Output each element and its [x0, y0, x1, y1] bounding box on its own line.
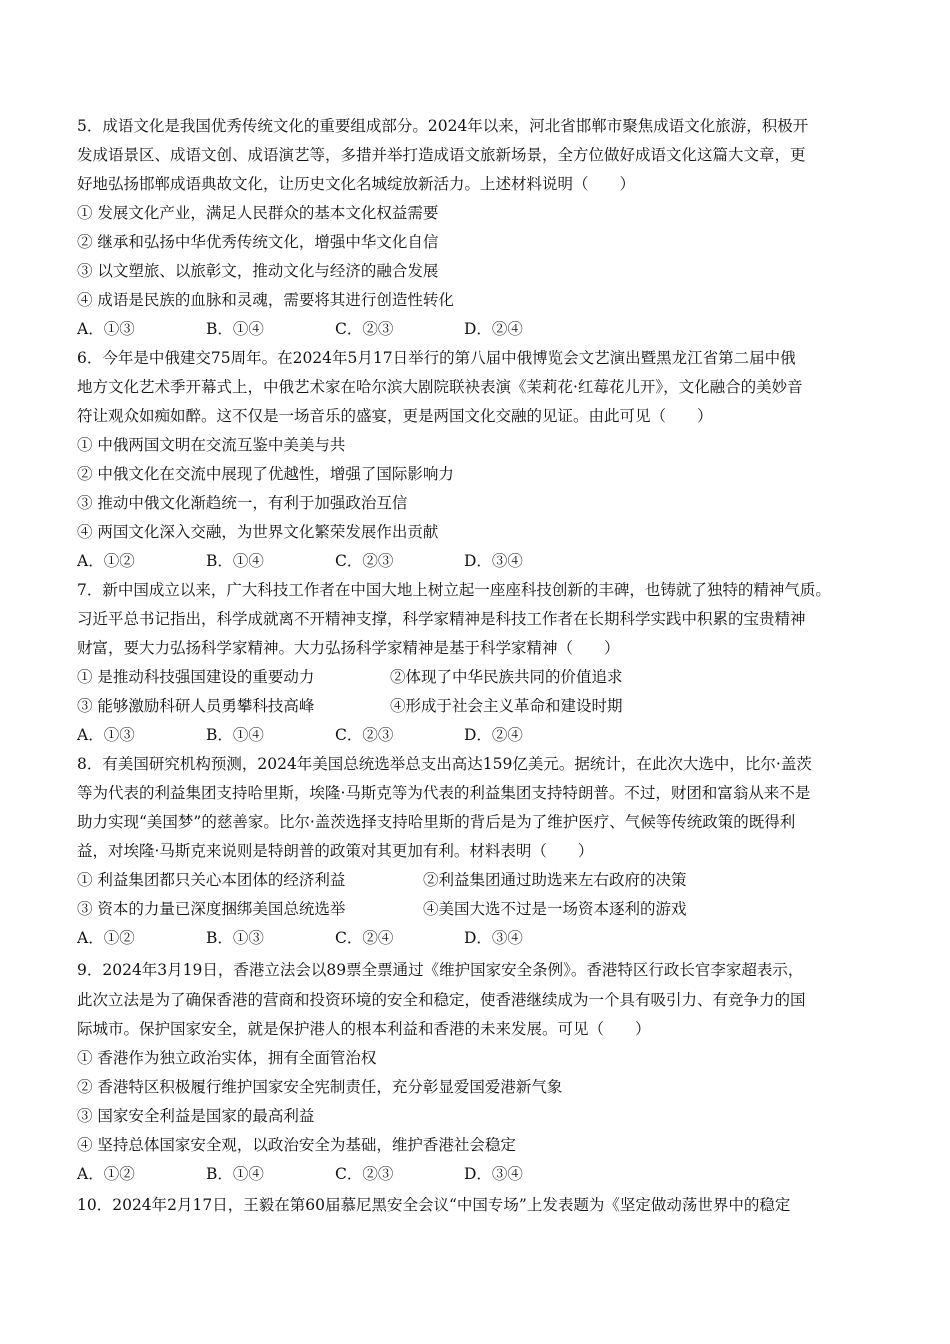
q9-item-2: ② 香港特区积极履行维护国家安全宪制责任，充分彰显爱国爱港新气象 — [77, 1078, 563, 1096]
q6-option-b: B．①④ — [206, 552, 264, 570]
q5-option-b: B．①④ — [206, 320, 264, 338]
q5-option-d: D．②④ — [464, 320, 523, 338]
q8-option-a: A．①② — [77, 929, 135, 947]
q9-option-b: B．①④ — [206, 1165, 264, 1183]
q6-item-2: ② 中俄文化在交流中展现了优越性，增强了国际影响力 — [77, 465, 454, 483]
q6-stem-line-3: 符让观众如痴如醉。这不仅是一场音乐的盛宴，更是两国文化交融的见证。由此可见（ ） — [77, 407, 713, 425]
q9-item-3: ③ 国家安全利益是国家的最高利益 — [77, 1107, 315, 1125]
q5-option-a: A．①③ — [77, 320, 135, 338]
q9-option-a: A．①② — [77, 1165, 135, 1183]
q6-option-d: D．③④ — [464, 552, 523, 570]
q8-stem-line-2: 等为代表的利益集团支持哈里斯，埃隆·马斯克等为代表的利益集团支持特朗普。不过，财团和富翁从来不是 — [77, 784, 811, 802]
q7-item-row-2 — [77, 696, 910, 716]
q6-item-3: ③ 推动中俄文化渐趋统一，有利于加强政治互信 — [77, 494, 408, 512]
q5-stem-line-3: 好地弘扬邯郸成语典故文化，让历史文化名城绽放新活力。上述材料说明（ ） — [77, 175, 636, 193]
q8-item-2: ②利益集团通过助选来左右政府的决策 — [423, 871, 687, 889]
q7-option-c: C．②③ — [335, 726, 394, 744]
q8-item-1: ① 利益集团都只关心本团体的经济利益 — [77, 871, 346, 889]
q8-item-row-2 — [77, 899, 910, 919]
q7-option-a: A．①③ — [77, 726, 135, 744]
q5-item-2: ② 继承和弘扬中华优秀传统文化，增强中华文化自信 — [77, 233, 439, 251]
q5-item-3: ③ 以文塑旅、以旅彰文，推动文化与经济的融合发展 — [77, 262, 439, 280]
q5-item-4: ④ 成语是民族的血脉和灵魂，需要将其进行创造性转化 — [77, 291, 454, 309]
q6-stem-line-2: 地方文化艺术季开幕式上，中俄艺术家在哈尔滨大剧院联袂表演《茉莉花·红莓花儿开》，文化融合的美妙音 — [77, 378, 803, 396]
q5-stem-line-1: 5．成语文化是我国优秀传统文化的重要组成部分。2024年以来，河北省邯郸市聚焦成语文化旅游，积极开 — [77, 117, 809, 135]
q8-stem-line-3: 助力实现“美国梦”的慈善家。比尔·盖茨选择支持哈里斯的背后是为了维护医疗、气候等传统政策的既得利 — [77, 813, 796, 831]
q7-item-row-1 — [77, 667, 910, 687]
q7-stem-line-2: 习近平总书记指出，科学成就离不开精神支撑，科学家精神是科技工作者在长期科学实践中积累的宝贵精神 — [77, 610, 806, 628]
q8-option-b: B．①③ — [206, 929, 264, 947]
q7-item-2: ②体现了中华民族共同的价值追求 — [390, 668, 623, 686]
q9-stem-line-2: 此次立法是为了确保香港的营商和投资环境的安全和稳定，使香港继续成为一个具有吸引力、有竞争力的国 — [77, 991, 806, 1009]
q5-item-1: ① 发展文化产业，满足人民群众的基本文化权益需要 — [77, 204, 439, 222]
q8-item-row-1 — [77, 870, 910, 890]
q8-item-4: ④美国大选不过是一场资本逐利的游戏 — [423, 900, 687, 918]
q9-item-4: ④ 坚持总体国家安全观，以政治安全为基础，维护香港社会稳定 — [77, 1136, 516, 1154]
q6-option-c: C．②③ — [335, 552, 394, 570]
q8-option-c: C．②④ — [335, 929, 394, 947]
q9-stem-line-1: 9．2024年3月19日，香港立法会以89票全票通过《维护国家安全条例》。香港特区行政长官李家超表示， — [77, 961, 804, 979]
q7-option-b: B．①④ — [206, 726, 264, 744]
q7-item-1: ① 是推动科技强国建设的重要动力 — [77, 668, 315, 686]
q8-stem-line-1: 8．有美国研究机构预测，2024年美国总统选举总支出高达159亿美元。据统计，在此次大选中，比尔·盖茨 — [77, 755, 812, 773]
q5-option-c: C．②③ — [335, 320, 394, 338]
q8-stem-line-4: 益，对埃隆·马斯克来说则是特朗普的政策对其更加有利。材料表明（ ） — [77, 842, 594, 860]
q6-item-1: ① 中俄两国文明在交流互鉴中美美与共 — [77, 436, 346, 454]
q7-item-3: ③ 能够激励科研人员勇攀科技高峰 — [77, 697, 315, 715]
q9-item-1: ① 香港作为独立政治实体，拥有全面管治权 — [77, 1049, 377, 1067]
q6-option-a: A．①② — [77, 552, 135, 570]
q9-stem-line-3: 际城市。保护国家安全，就是保护港人的根本利益和香港的未来发展。可见（ ） — [77, 1020, 651, 1038]
q6-item-4: ④ 两国文化深入交融，为世界文化繁荣发展作出贡献 — [77, 523, 439, 541]
q7-option-d: D．②④ — [464, 726, 523, 744]
q5-stem-line-2: 发成语景区、成语文创、成语演艺等，多措并举打造成语文旅新场景，全方位做好成语文化这篇大文章，更 — [77, 146, 806, 164]
q7-stem-line-1: 7．新中国成立以来，广大科技工作者在中国大地上树立起一座座科技创新的丰碑，也铸就了独特的精神气质。 — [77, 581, 831, 599]
q9-option-d: D．③④ — [464, 1165, 523, 1183]
q6-stem-line-1: 6．今年是中俄建交75周年。在2024年5月17日举行的第八届中俄博览会文艺演出暨黑龙江省第二届中俄 — [77, 349, 796, 367]
q7-stem-line-3: 财富，要大力弘扬科学家精神。大力弘扬科学家精神是基于科学家精神（ ） — [77, 639, 620, 657]
q8-option-d: D．③④ — [464, 929, 523, 947]
q7-item-4: ④形成于社会主义革命和建设时期 — [390, 697, 623, 715]
q8-item-3: ③ 资本的力量已深度捆绑美国总统选举 — [77, 900, 346, 918]
q9-option-c: C．②③ — [335, 1165, 394, 1183]
q10-stem-line-1: 10．2024年2月17日，王毅在第60届慕尼黑安全会议“中国专场”上发表题为《坚定做动荡世界中的稳定 — [77, 1196, 791, 1214]
